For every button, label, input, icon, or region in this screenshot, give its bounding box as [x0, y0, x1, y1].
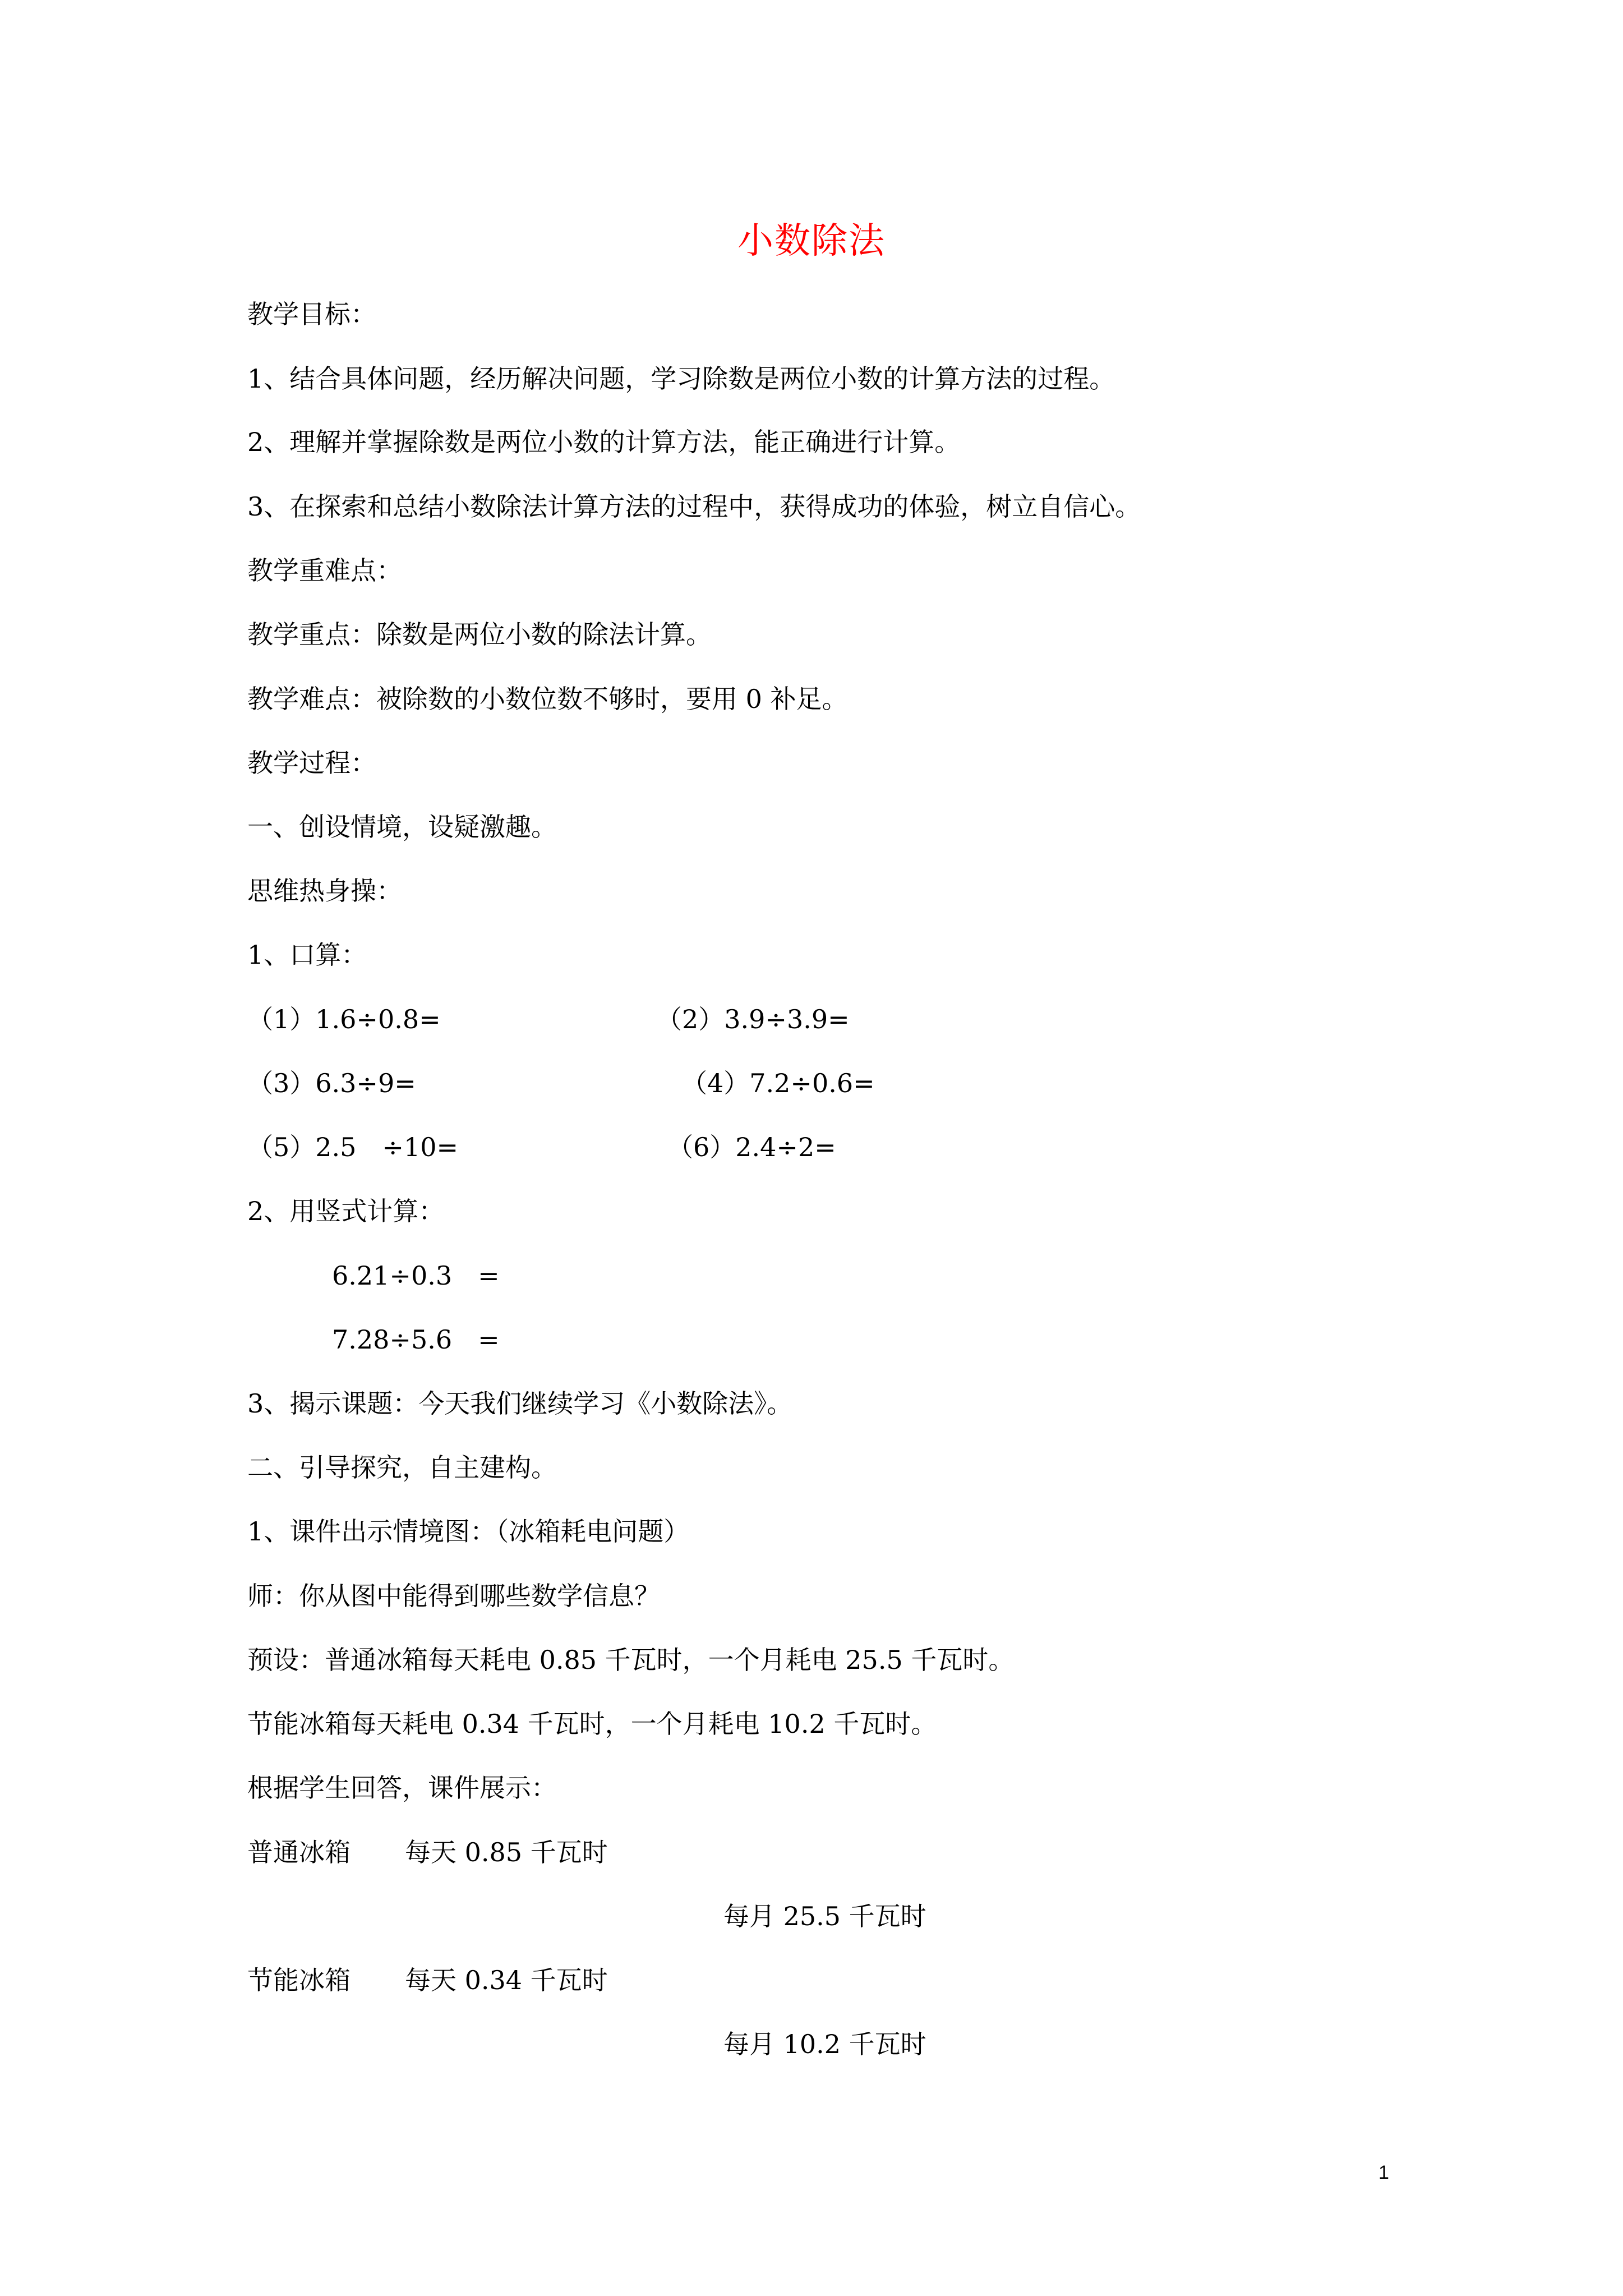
vertical-item-1: 6.21÷0.3 =: [332, 1260, 500, 1291]
reveal-topic: 3、揭示课题：今天我们继续学习《小数除法》。: [247, 1388, 793, 1419]
oral-item-1: （1）1.6÷0.8=: [247, 1004, 441, 1034]
goals-heading: 教学目标：: [247, 299, 376, 329]
oral-item-6: （6）2.4÷2=: [667, 1132, 836, 1162]
key-focus: 教学重点：除数是两位小数的除法计算。: [247, 619, 712, 650]
oral-item-4: （4）7.2÷0.6=: [681, 1068, 875, 1098]
key-difficulty: 教学难点：被除数的小数位数不够时，要用 0 补足。: [247, 684, 848, 714]
oral-item-2: （2）3.9÷3.9=: [656, 1004, 850, 1034]
fridge-monthly-1: 每月 25.5 千瓦时: [723, 1901, 926, 1931]
goal-item-2: 2、理解并掌握除数是两位小数的计算方法，能正确进行计算。: [247, 427, 961, 457]
teacher-question: 师：你从图中能得到哪些数学信息？: [247, 1581, 660, 1611]
fridge-monthly-2: 每月 10.2 千瓦时: [723, 2029, 926, 2059]
preset-line-2: 节能冰箱每天耗电 0.34 千瓦时，一个月耗电 10.2 千瓦时。: [247, 1709, 937, 1739]
goal-item-3: 3、在探索和总结小数除法计算方法的过程中，获得成功的体验，树立自信心。: [247, 491, 1141, 522]
oral-item-5: （5）2.5 ÷10=: [247, 1132, 459, 1162]
fridge-daily-2: 每天 0.34 千瓦时: [405, 1965, 608, 1995]
page-number: 1: [1378, 2162, 1389, 2183]
section-1-heading: 一、创设情境，设疑激趣。: [247, 812, 557, 842]
warmup-heading: 思维热身操：: [247, 876, 402, 906]
fridge-name-1: 普通冰箱: [247, 1837, 351, 1867]
key-points-heading: 教学重难点：: [247, 555, 402, 586]
fridge-name-2: 节能冰箱: [247, 1965, 351, 1995]
courseware-show: 根据学生回答，课件展示：: [247, 1773, 557, 1803]
courseware-line: 1、课件出示情境图：（冰箱耗电问题）: [247, 1516, 690, 1547]
oral-item-3: （3）6.3÷9=: [247, 1068, 416, 1098]
preset-line-1: 预设：普通冰箱每天耗电 0.85 千瓦时，一个月耗电 25.5 千瓦时。: [247, 1645, 1015, 1675]
section-2-heading: 二、引导探究，自主建构。: [247, 1452, 557, 1483]
goal-item-1: 1、结合具体问题，经历解决问题，学习除数是两位小数的计算方法的过程。: [247, 364, 1115, 394]
vertical-heading: 2、用竖式计算：: [247, 1196, 445, 1226]
oral-heading: 1、口算：: [247, 940, 367, 970]
process-heading: 教学过程：: [247, 748, 376, 778]
fridge-daily-1: 每天 0.85 千瓦时: [405, 1837, 608, 1867]
document-title: 小数除法: [737, 220, 886, 262]
vertical-item-2: 7.28÷5.6 =: [332, 1324, 500, 1355]
